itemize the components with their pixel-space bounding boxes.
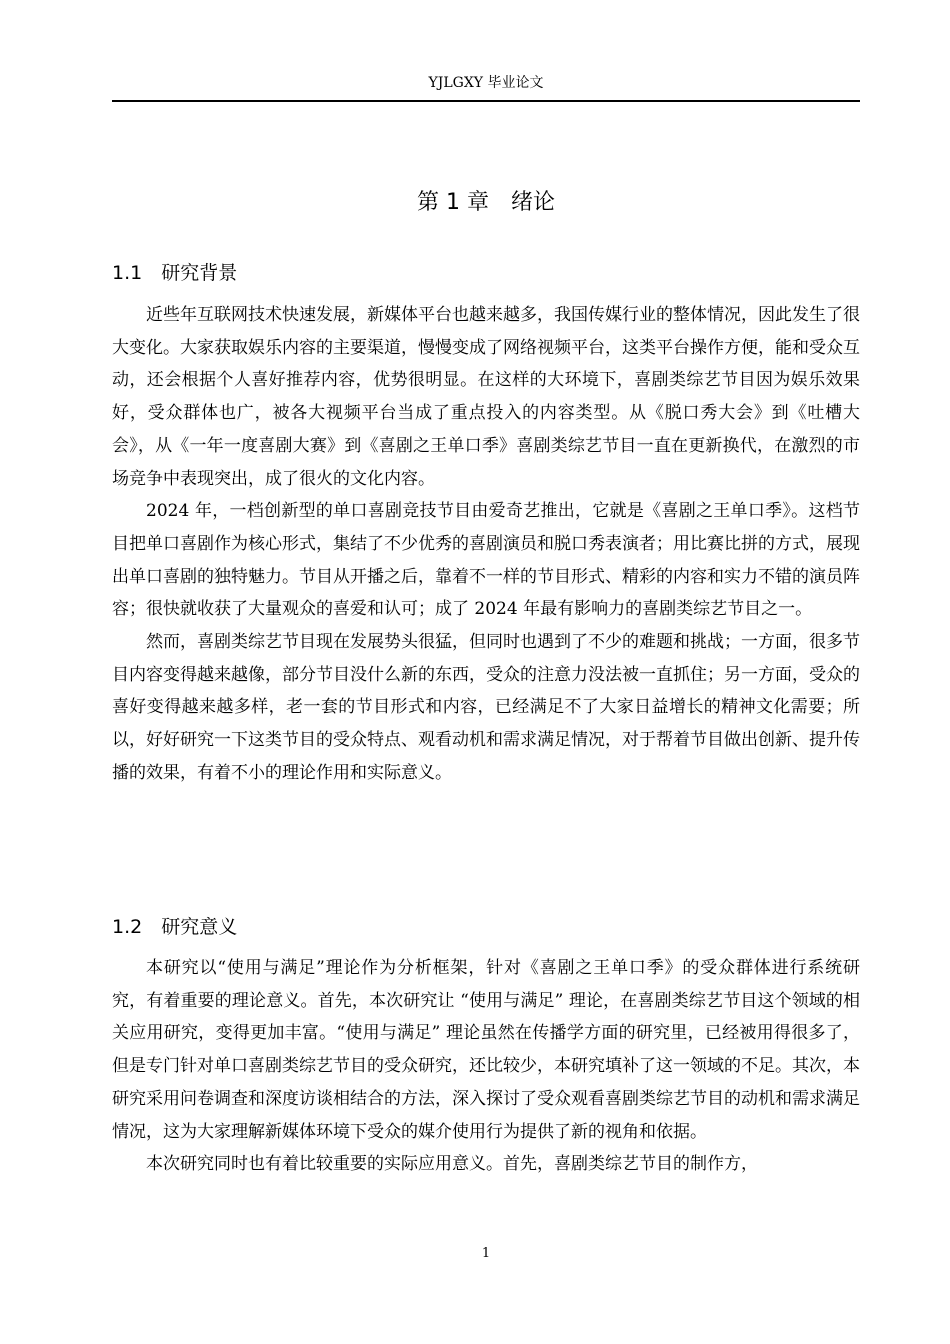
paragraph: 2024 年，一档创新型的单口喜剧竞技节目由爱奇艺推出，它就是《喜剧之王单口季》。这档节目把单口喜剧作为核心形式，集结了不少优秀的喜剧演员和脱口秀表演者；用比赛比拼的方式，展现出单口喜剧的独特魅力。节目从开播之后，靠着不一样的节目形式、精彩的内容和实力不错的演员阵容；很快就收获了大量观众的喜爱和认可；成了 2024 年最有影响力的喜剧类综艺节目之一。 bbox=[112, 501, 860, 620]
chapter-title: 第 1 章 绪论 bbox=[417, 190, 555, 215]
paragraph: 近些年互联网技术快速发展，新媒体平台也越来越多，我国传媒行业的整体情况，因此发生了很大变化。大家获取娱乐内容的主要渠道，慢慢变成了网络视频平台，这类平台操作方便，能和受众互动，还会根据个人喜好推荐内容，优势很明显。在这样的大环境下，喜剧类综艺节目因为娱乐效果好，受众群体也广，被各大视频平台当成了重点投入的内容类型。从《脱口秀大会》到《吐槽大会》，从《一年一度喜剧大赛》到《喜剧之王单口季》喜剧类综艺节目一直在更新换代，在激烈的市场竞争中表现突出，成了很火的文化内容。 bbox=[112, 305, 860, 489]
section-body-background bbox=[112, 299, 860, 790]
header-divider bbox=[112, 100, 860, 102]
paragraph: 本研究以“使用与满足”理论作为分析框架，针对《喜剧之王单口季》的受众群体进行系统研究，有着重要的理论意义。首先，本次研究让 “使用与满足” 理论，在喜剧类综艺节目这个领域的相关应用研究，变得更加丰富。“使用与满足” 理论虽然在传播学方面的研究里，已经被用得很多了，但是专门针对单口喜剧类综艺节目的受众研究，还比较少，本研究填补了这一领域的不足。其次，本研究采用问卷调查和深度访谈相结合的方法，深入探讨了受众观看喜剧类综艺节目的动机和需求满足情况，这为大家理解新媒体环境下受众的媒介使用行为提供了新的视角和依据。 bbox=[112, 958, 860, 1142]
paragraph: 本次研究同时也有着比较重要的实际应用意义。首先，喜剧类综艺节目的制作方， bbox=[146, 1154, 758, 1175]
section-body-significance bbox=[112, 952, 860, 1181]
section-heading-significance: 1.2 研究意义 bbox=[112, 916, 238, 938]
paragraph: 然而，喜剧类综艺节目现在发展势头很猛，但同时也遇到了不少的难题和挑战；一方面，很多节目内容变得越来越像，部分节目没什么新的东西，受众的注意力没法被一直抓住；另一方面，受众的喜好变得越来越多样，老一套的节目形式和内容，已经满足不了大家日益增长的精神文化需要；所以，好好研究一下这类节目的受众特点、观看动机和需求满足情况，对于帮着节目做出创新、提升传播的效果，有着不小的理论作用和实际意义。 bbox=[112, 632, 860, 783]
running-header: YJLGXY 毕业论文 bbox=[428, 75, 544, 91]
section-heading-background: 1.1 研究背景 bbox=[112, 262, 238, 284]
page-number: 1 bbox=[481, 1246, 491, 1261]
